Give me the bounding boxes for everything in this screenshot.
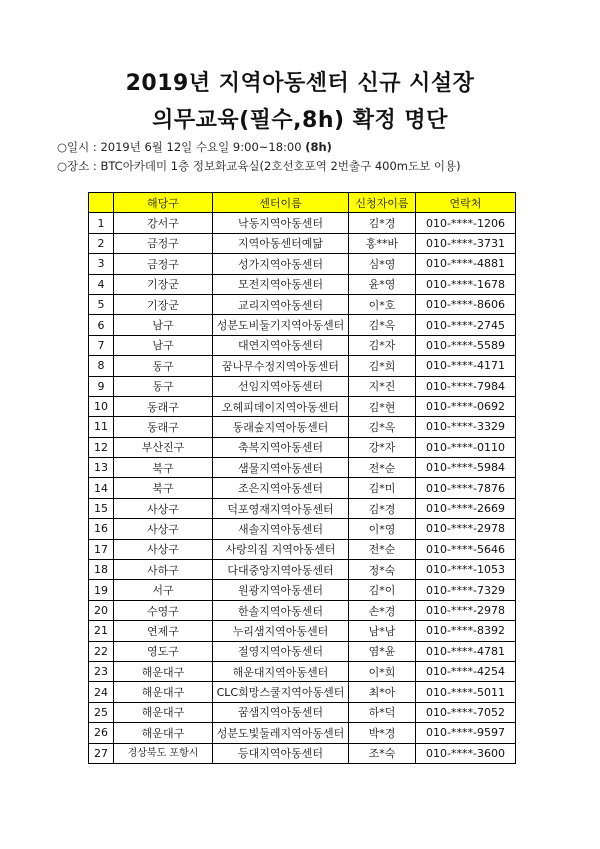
applicant-name-cell: 최*아 (349, 682, 416, 702)
table-row (89, 335, 516, 355)
row-number: 16 (89, 519, 114, 539)
contact-cell: 010-****-2669 (416, 498, 516, 518)
center-name-cell: 대연지역아동센터 (213, 335, 349, 355)
applicant-name-cell: 홍**바 (349, 233, 416, 253)
contact-cell: 010-****-0692 (416, 396, 516, 416)
row-number: 12 (89, 437, 114, 457)
contact-cell: 010-****-1678 (416, 274, 516, 294)
table-row (89, 478, 516, 498)
table-row (89, 621, 516, 641)
table-row (89, 641, 516, 661)
applicant-name-cell: 이*희 (349, 661, 416, 681)
table-row (89, 519, 516, 539)
district-cell: 동구 (114, 376, 213, 396)
contact-cell: 010-****-5646 (416, 539, 516, 559)
contact-cell: 010-****-2978 (416, 519, 516, 539)
center-name-cell: 낙동지역아동센터 (213, 213, 349, 233)
district-cell: 동구 (114, 356, 213, 376)
district-cell: 남구 (114, 335, 213, 355)
header-center: 센터이름 (213, 193, 349, 213)
applicant-name-cell: 김*희 (349, 356, 416, 376)
district-cell: 동래구 (114, 396, 213, 416)
contact-cell: 010-****-5589 (416, 335, 516, 355)
center-name-cell: 조은지역아동센터 (213, 478, 349, 498)
center-name-cell: 샘물지역아동센터 (213, 458, 349, 478)
applicant-name-cell: 김*옥 (349, 315, 416, 335)
district-cell: 사하구 (114, 560, 213, 580)
table-row (89, 743, 516, 763)
row-number: 24 (89, 682, 114, 702)
table-row (89, 315, 516, 335)
district-cell: 기장군 (114, 274, 213, 294)
center-name-cell: 누리샘지역아동센터 (213, 621, 349, 641)
contact-cell: 010-****-8392 (416, 621, 516, 641)
header-district: 해당구 (114, 193, 213, 213)
contact-cell: 010-****-7052 (416, 702, 516, 722)
district-cell: 금정구 (114, 254, 213, 274)
applicant-name-cell: 조*숙 (349, 743, 416, 763)
table-row (89, 723, 516, 743)
district-cell: 동래구 (114, 417, 213, 437)
contact-cell: 010-****-3329 (416, 417, 516, 437)
contact-cell: 010-****-7329 (416, 580, 516, 600)
row-number: 19 (89, 580, 114, 600)
applicant-name-cell: 김*자 (349, 335, 416, 355)
row-number: 2 (89, 233, 114, 253)
table-row (89, 682, 516, 702)
contact-cell: 010-****-5011 (416, 682, 516, 702)
district-cell: 기장군 (114, 294, 213, 314)
contact-cell: 010-****-9597 (416, 723, 516, 743)
district-cell: 사상구 (114, 519, 213, 539)
roster-body (89, 213, 516, 764)
row-number: 17 (89, 539, 114, 559)
table-row (89, 458, 516, 478)
row-number: 27 (89, 743, 114, 763)
applicant-name-cell: 김*경 (349, 213, 416, 233)
header-contact: 연락처 (416, 193, 516, 213)
table-row (89, 580, 516, 600)
row-number: 9 (89, 376, 114, 396)
district-cell: 부산진구 (114, 437, 213, 457)
center-name-cell: 축복지역아동센터 (213, 437, 349, 457)
row-number: 4 (89, 274, 114, 294)
center-name-cell: 선임지역아동센터 (213, 376, 349, 396)
table-row (89, 661, 516, 681)
center-name-cell: CLC희망스쿨지역아동센터 (213, 682, 349, 702)
district-cell: 영도구 (114, 641, 213, 661)
center-name-cell: 꿈나무수정지역아동센터 (213, 356, 349, 376)
applicant-name-cell: 전*순 (349, 458, 416, 478)
applicant-name-cell: 강*자 (349, 437, 416, 457)
table-row (89, 539, 516, 559)
contact-cell: 010-****-3600 (416, 743, 516, 763)
center-name-cell: 모전지역아동센터 (213, 274, 349, 294)
table-row (89, 437, 516, 457)
page-subtitle: 의무교육(필수,8h) 확정 명단 (152, 108, 448, 133)
table-row (89, 702, 516, 722)
district-cell: 금정구 (114, 233, 213, 253)
table-row (89, 356, 516, 376)
contact-cell: 010-****-5984 (416, 458, 516, 478)
row-number: 14 (89, 478, 114, 498)
contact-cell: 010-****-1053 (416, 560, 516, 580)
contact-cell: 010-****-4254 (416, 661, 516, 681)
center-name-cell: 덕포영재지역아동센터 (213, 498, 349, 518)
table-row (89, 498, 516, 518)
row-number: 18 (89, 560, 114, 580)
district-cell: 서구 (114, 580, 213, 600)
table-row (89, 600, 516, 620)
contact-cell: 010-****-3731 (416, 233, 516, 253)
center-name-cell: 새솔지역아동센터 (213, 519, 349, 539)
center-name-cell: 해운대지역아동센터 (213, 661, 349, 681)
table-row (89, 396, 516, 416)
district-cell: 해운대구 (114, 682, 213, 702)
district-cell: 강서구 (114, 213, 213, 233)
district-cell: 해운대구 (114, 702, 213, 722)
row-number: 22 (89, 641, 114, 661)
applicant-name-cell: 이*영 (349, 519, 416, 539)
header-applicant: 신청자이름 (349, 193, 416, 213)
center-name-cell: 성분도비둘기지역아동센터 (213, 315, 349, 335)
row-number: 11 (89, 417, 114, 437)
venue-info: ○장소 : BTC아카데미 1층 정보화교육실(2호선호포역 2번출구 400m도보 이용) (57, 159, 461, 173)
district-cell: 경상북도 포항시 (114, 743, 213, 763)
center-name-cell: 성분도빛둘레지역아동센터 (213, 723, 349, 743)
center-name-cell: 성가지역아동센터 (213, 254, 349, 274)
table-row (89, 560, 516, 580)
table-row (89, 376, 516, 396)
center-name-cell: 절영지역아동센터 (213, 641, 349, 661)
table-row (89, 213, 516, 233)
header-no (89, 193, 114, 213)
applicant-name-cell: 심*영 (349, 254, 416, 274)
center-name-cell: 지역아동센터예닮 (213, 233, 349, 253)
table-row (89, 233, 516, 253)
district-cell: 북구 (114, 458, 213, 478)
row-number: 15 (89, 498, 114, 518)
contact-cell: 010-****-7876 (416, 478, 516, 498)
contact-cell: 010-****-8606 (416, 294, 516, 314)
row-number: 10 (89, 396, 114, 416)
row-number: 6 (89, 315, 114, 335)
row-number: 25 (89, 702, 114, 722)
district-cell: 사상구 (114, 498, 213, 518)
applicant-name-cell: 하*덕 (349, 702, 416, 722)
table-row (89, 294, 516, 314)
center-name-cell: 사랑의집 지역아동센터 (213, 539, 349, 559)
contact-cell: 010-****-2745 (416, 315, 516, 335)
row-number: 5 (89, 294, 114, 314)
table-row (89, 274, 516, 294)
row-number: 7 (89, 335, 114, 355)
applicant-name-cell: 지*진 (349, 376, 416, 396)
applicant-name-cell: 윤*영 (349, 274, 416, 294)
district-cell: 해운대구 (114, 661, 213, 681)
table-row (89, 254, 516, 274)
schedule-info (57, 139, 332, 155)
center-name-cell: 등대지역아동센터 (213, 743, 349, 763)
center-name-cell: 오헤피데이지역아동센터 (213, 396, 349, 416)
applicant-name-cell: 김*이 (349, 580, 416, 600)
applicant-name-cell: 정*숙 (349, 560, 416, 580)
center-name-cell: 교리지역아동센터 (213, 294, 349, 314)
row-number: 23 (89, 661, 114, 681)
contact-cell: 010-****-1206 (416, 213, 516, 233)
table-row (89, 417, 516, 437)
applicant-name-cell: 전*순 (349, 539, 416, 559)
contact-cell: 010-****-0110 (416, 437, 516, 457)
applicant-name-cell: 이*호 (349, 294, 416, 314)
district-cell: 연제구 (114, 621, 213, 641)
row-number: 1 (89, 213, 114, 233)
contact-cell: 010-****-2978 (416, 600, 516, 620)
center-name-cell: 꿈샘지역아동센터 (213, 702, 349, 722)
contact-cell: 010-****-7984 (416, 376, 516, 396)
district-cell: 해운대구 (114, 723, 213, 743)
district-cell: 남구 (114, 315, 213, 335)
row-number: 26 (89, 723, 114, 743)
row-number: 13 (89, 458, 114, 478)
schedule-date: ○일시 : 2019년 6월 12일 수요일 9:00~18:00 (57, 140, 306, 154)
center-name-cell: 원광지역아동센터 (213, 580, 349, 600)
district-cell: 사상구 (114, 539, 213, 559)
page-title: 2019년 지역아동센터 신규 시설장 (125, 71, 475, 96)
center-name-cell: 한솔지역아동센터 (213, 600, 349, 620)
applicant-name-cell: 김*미 (349, 478, 416, 498)
district-cell: 수영구 (114, 600, 213, 620)
roster-table (88, 192, 516, 764)
row-number: 21 (89, 621, 114, 641)
contact-cell: 010-****-4781 (416, 641, 516, 661)
applicant-name-cell: 남*남 (349, 621, 416, 641)
district-cell: 북구 (114, 478, 213, 498)
schedule-hours: (8h) (305, 140, 332, 154)
applicant-name-cell: 김*현 (349, 396, 416, 416)
applicant-name-cell: 김*경 (349, 498, 416, 518)
applicant-name-cell: 염*윤 (349, 641, 416, 661)
row-number: 3 (89, 254, 114, 274)
row-number: 20 (89, 600, 114, 620)
row-number: 8 (89, 356, 114, 376)
applicant-name-cell: 손*경 (349, 600, 416, 620)
applicant-name-cell: 박*경 (349, 723, 416, 743)
contact-cell: 010-****-4171 (416, 356, 516, 376)
center-name-cell: 다대중앙지역아동센터 (213, 560, 349, 580)
center-name-cell: 동래숲지역아동센터 (213, 417, 349, 437)
contact-cell: 010-****-4881 (416, 254, 516, 274)
applicant-name-cell: 김*옥 (349, 417, 416, 437)
header-row (89, 193, 516, 213)
